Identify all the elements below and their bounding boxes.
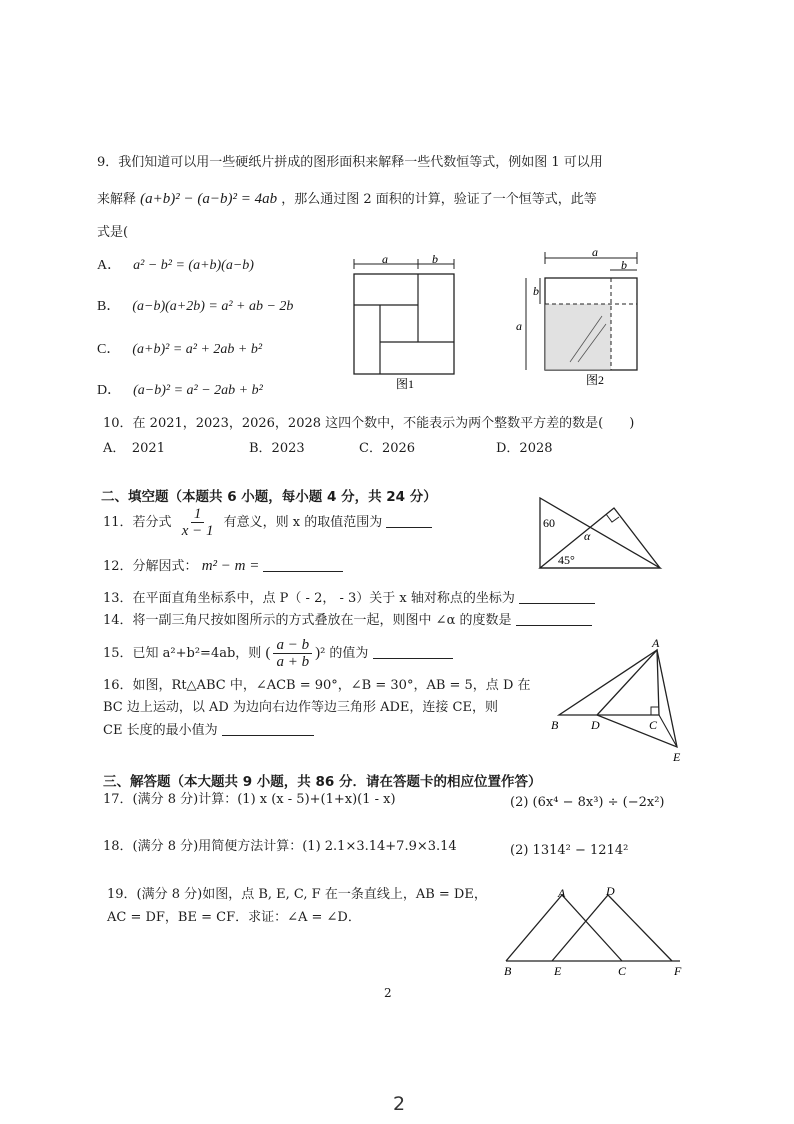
q19-label-a: A	[558, 886, 566, 900]
q15-frac-den: a + b	[276, 654, 310, 670]
q9-line1: 9．我们知道可以用一些硬纸片拼成的图形面积来解释一些代数恒等式，例如图 1 可以用	[97, 155, 603, 170]
section-2-title: 二、填空题（本题共 6 小题，每小题 4 分，共 24 分）	[101, 489, 437, 505]
q19-label-c: C	[618, 964, 627, 978]
q16-line3-text: CE 长度的最小值为	[103, 723, 218, 738]
q14-answer-blank[interactable]	[516, 613, 592, 626]
q10-option-a: A． 2021	[103, 441, 165, 456]
q16-triangle-ade	[597, 650, 677, 747]
q10-option-d: D．2028	[496, 441, 553, 456]
q19-figure	[498, 885, 688, 985]
q19-label-f: F	[674, 964, 682, 978]
q14-line	[103, 612, 592, 630]
fig2-label-a-side: a	[516, 319, 522, 333]
q14-figure	[530, 490, 670, 572]
q11-post: 有意义，则 x 的取值范围为	[223, 515, 383, 530]
q9-option-c: C． (a+b)² = a² + 2ab + b²	[97, 342, 263, 357]
q16-line3	[103, 722, 314, 740]
q11-frac-num: 1	[191, 506, 205, 523]
page-number-large: 2	[393, 1093, 406, 1115]
q12-line	[103, 557, 343, 576]
section-3-title: 三、解答题（本大题共 9 小题，共 86 分．请在答题卡的相应位置作答）	[103, 774, 542, 790]
q11-line	[103, 506, 432, 539]
fig2-caption: 图2	[586, 373, 605, 387]
q17-part1: 17．(满分 8 分)计算：(1) x (x - 5)+(1+x)(1 - x)	[103, 792, 396, 807]
page-number-small: 2	[384, 986, 392, 1000]
q10-option-c: C．2026	[359, 441, 416, 456]
q11-answer-blank[interactable]	[386, 515, 432, 528]
q17-part2: (2) (6x⁴ − 8x³) ÷ (−2x²)	[510, 795, 665, 810]
q11-fraction	[179, 506, 217, 539]
q9-line2	[97, 190, 597, 209]
q9-line2-formula: (a+b)² − (a−b)² = 4ab	[140, 191, 278, 207]
q10-option-b: B．2023	[249, 441, 305, 456]
q15-pre: 15．已知 a²+b²=4ab，则	[103, 646, 262, 661]
fig1-outer-square	[354, 274, 454, 374]
q15-post: ² 的值为	[320, 646, 369, 661]
fig2-label-b-top: b	[621, 258, 627, 272]
q13-line	[103, 590, 595, 608]
q9-option-b: B． (a−b)(a+2b) = a² + ab − 2b	[97, 299, 294, 314]
q9-figure-2	[510, 244, 660, 394]
fig2-shaded-region	[545, 304, 611, 370]
q19-label-b: B	[504, 964, 512, 978]
fig1-caption: 图1	[396, 377, 415, 391]
q14-right-angle-mark	[606, 514, 619, 522]
q14-label-60: 60	[543, 516, 555, 530]
q9-figure-1	[340, 254, 460, 394]
q14-label-alpha: α	[584, 529, 591, 543]
q15-answer-blank[interactable]	[373, 646, 453, 659]
q15-fraction	[273, 637, 312, 670]
q19-triangle-def	[552, 895, 672, 961]
q13-text: 13．在平面直角坐标系中，点 P（ - 2， - 3）关于 x 轴对称点的坐标为	[103, 591, 515, 606]
q9-line2-pre: 来解释	[97, 192, 137, 207]
q19-label-e: E	[554, 964, 562, 978]
fig2-label-a-top: a	[592, 245, 598, 259]
q9-line2-post: ，那么通过图 2 面积的计算，验证了一个恒等式，此等	[281, 192, 597, 207]
q9-option-d: D． (a−b)² = a² − 2ab + b²	[97, 383, 263, 398]
q16-triangle-abc	[559, 650, 659, 715]
q19-triangle-abc	[506, 895, 622, 961]
q15-frac-num: a − b	[273, 637, 312, 654]
q16-figure	[545, 635, 690, 765]
q18-part1: 18．(满分 8 分)用简便方法计算：(1) 2.1×3.14+7.9×3.14	[103, 839, 457, 854]
q9-line3: 式是(	[97, 225, 129, 240]
q19-line2: AC = DF，BE = CF．求证：∠A = ∠D．	[107, 910, 361, 925]
q12-answer-blank[interactable]	[263, 559, 343, 572]
q11-pre: 11．若分式	[103, 515, 172, 530]
q16-line2: BC 边上运动，以 AD 为边向右边作等边三角形 ADE，连接 CE，则	[103, 700, 498, 715]
q11-frac-den: x − 1	[181, 523, 214, 539]
q16-label-e: E	[673, 750, 681, 764]
q19-line1: 19．(满分 8 分)如图，点 B, E, C, F 在一条直线上，AB = DE，	[107, 887, 487, 902]
q16-label-a: A	[652, 636, 660, 650]
fig2-label-b-side: b	[533, 284, 539, 298]
q16-label-c: C	[649, 718, 658, 732]
q10-stem: 10．在 2021，2023，2026，2028 这四个数中，不能表示为两个整数平方差的数是( )	[103, 416, 635, 431]
q16-right-angle-mark	[651, 707, 659, 715]
fig1-label-a: a	[382, 254, 388, 266]
q13-answer-blank[interactable]	[519, 591, 595, 604]
q14-text: 14．将一副三角尺按如图所示的方式叠放在一起，则图中 ∠α 的度数是	[103, 613, 512, 628]
q12-expr: m² − m =	[201, 558, 260, 574]
q16-line1: 16．如图，Rt△ABC 中，∠ACB = 90°，∠B = 30°，AB = 5，点 D 在	[103, 678, 531, 693]
q16-label-d: D	[591, 718, 600, 732]
fig1-label-b: b	[432, 254, 438, 266]
q14-label-45: 45°	[558, 553, 575, 567]
q16-answer-blank[interactable]	[222, 723, 314, 736]
q9-option-a: A． a² − b² = (a+b)(a−b)	[97, 258, 254, 273]
q18-part2: (2) 1314² − 1214²	[510, 843, 629, 858]
q19-label-d: D	[606, 885, 615, 898]
q15-line: 15．已知 a²+b²=4ab，则 ( $\frac{a - b}{a + b}$ )² 的值为	[103, 637, 453, 670]
q16-label-b: B	[551, 718, 559, 732]
q12-pre: 12．分解因式：	[103, 559, 198, 574]
